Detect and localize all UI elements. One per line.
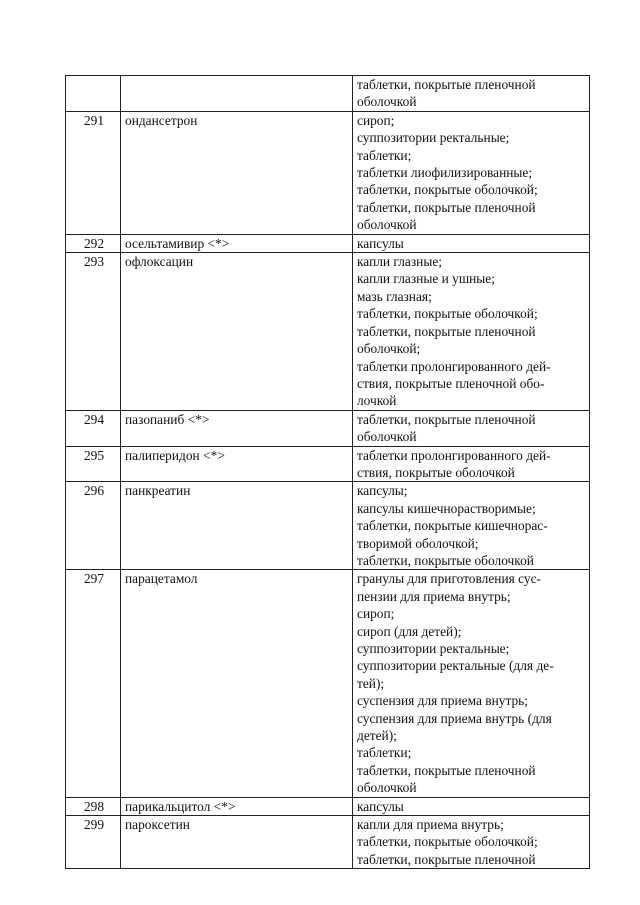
row-number: 292 [66,234,121,252]
drug-name: палиперидон <*> [121,446,353,482]
dosage-forms [353,797,590,815]
row-number: 294 [66,410,121,446]
dosage-forms [353,446,590,482]
table-row [66,410,590,446]
dosage-form-line: тей); [357,675,385,691]
dosage-form-line: суспензия для приема внутрь; [357,693,529,709]
row-number: 296 [66,482,121,570]
table-row [66,446,590,482]
dosage-form-line: капсулы; [357,483,408,499]
table-row [66,482,590,570]
dosage-forms [353,76,590,112]
dosage-form-line: гранулы для приготовления сус- [357,571,541,587]
drug-name: осельтамивир <*> [121,234,353,252]
dosage-form-line: творимой оболочкой; [357,535,479,551]
dosage-forms [353,570,590,797]
dosage-form-line: таблетки, покрытые оболочкой [357,552,534,568]
table-row [66,253,590,411]
dosage-form-line: суппозитории ректальные; [357,641,510,656]
dosage-form-line: таблетки, покрытые пленочной [357,199,536,215]
dosage-form-line: сироп; [357,606,395,622]
dosage-form-line: сироп; [357,112,395,128]
table-row [66,234,590,252]
drug-list-body [66,76,590,869]
drug-name: пароксетин [121,816,353,869]
row-number: 297 [66,570,121,797]
dosage-form-line: мазь глазная; [357,288,432,304]
dosage-form-line: суппозитории ректальные; [357,130,510,146]
drug-name: парацетамол [121,570,353,797]
dosage-form-line: пензии для приема внутрь; [357,588,511,604]
dosage-form-line: суспензия для приема внутрь (для [357,710,552,726]
dosage-forms [353,234,590,252]
dosage-form-line: таблетки, покрытые оболочкой; [357,306,538,322]
dosage-form-line: сироп (для детей); [357,623,462,639]
row-number: 291 [66,111,121,234]
row-number: 293 [66,253,121,411]
table-row [66,797,590,815]
dosage-form-line: оболочкой; [357,341,421,357]
dosage-form-line: капли для приема внутрь; [357,817,504,833]
table-row [66,570,590,797]
dosage-form-line: капли глазные и ушные; [357,271,495,287]
row-number: 298 [66,797,121,815]
dosage-form-line: таблетки, покрытые пленочной [357,762,536,778]
drug-name [121,76,353,112]
dosage-forms [353,482,590,570]
dosage-form-line: таблетки, покрытые пленочной [357,851,536,867]
dosage-form-line: лочкой [357,393,397,409]
dosage-form-line: таблетки, покрытые пленочной [357,77,536,92]
drug-name: ондансетрон [121,111,353,234]
table-row [66,816,590,869]
table-row [66,111,590,234]
table-row [66,76,590,112]
row-number [66,76,121,112]
dosage-form-line: капсулы [357,798,404,814]
dosage-forms [353,253,590,411]
dosage-form-line: ствия, покрытые пленочной обо- [357,375,545,391]
dosage-form-line: таблетки пролонгированного дей- [357,358,551,374]
dosage-form-line: таблетки, покрытые оболочкой; [357,834,538,850]
dosage-forms [353,111,590,234]
dosage-form-line: капли глазные; [357,254,442,270]
drug-name: панкреатин [121,482,353,570]
dosage-form-line: таблетки, покрытые оболочкой; [357,182,538,198]
drug-name: офлоксацин [121,253,353,411]
dosage-form-line: суппозитории ректальные (для де- [357,658,554,674]
dosage-form-line: оболочкой [357,429,417,445]
drug-name: пазопаниб <*> [121,410,353,446]
dosage-form-line: таблетки лиофилизированные; [357,165,533,181]
dosage-form-line: оболочкой [357,780,417,796]
dosage-forms [353,410,590,446]
dosage-form-line: капсулы [357,235,404,251]
row-number: 299 [66,816,121,869]
dosage-form-line: таблетки пролонгированного дей- [357,447,551,463]
dosage-form-line: таблетки; [357,147,412,163]
dosage-form-line: оболочкой [357,94,417,110]
drug-name: парикальцитол <*> [121,797,353,815]
row-number: 295 [66,446,121,482]
dosage-form-line: таблетки; [357,745,412,761]
dosage-forms [353,816,590,869]
dosage-form-line: ствия, покрытые оболочкой [357,464,515,480]
dosage-form-line: таблетки, покрытые пленочной [357,411,536,427]
dosage-form-line: оболочкой [357,217,417,233]
dosage-form-line: капсулы кишечнорастворимые; [357,500,536,516]
dosage-form-line: детей); [357,728,397,744]
dosage-form-line: таблетки, покрытые пленочной [357,323,536,339]
drug-list-table [65,75,590,869]
dosage-form-line: таблетки, покрытые кишечнорас- [357,518,548,534]
